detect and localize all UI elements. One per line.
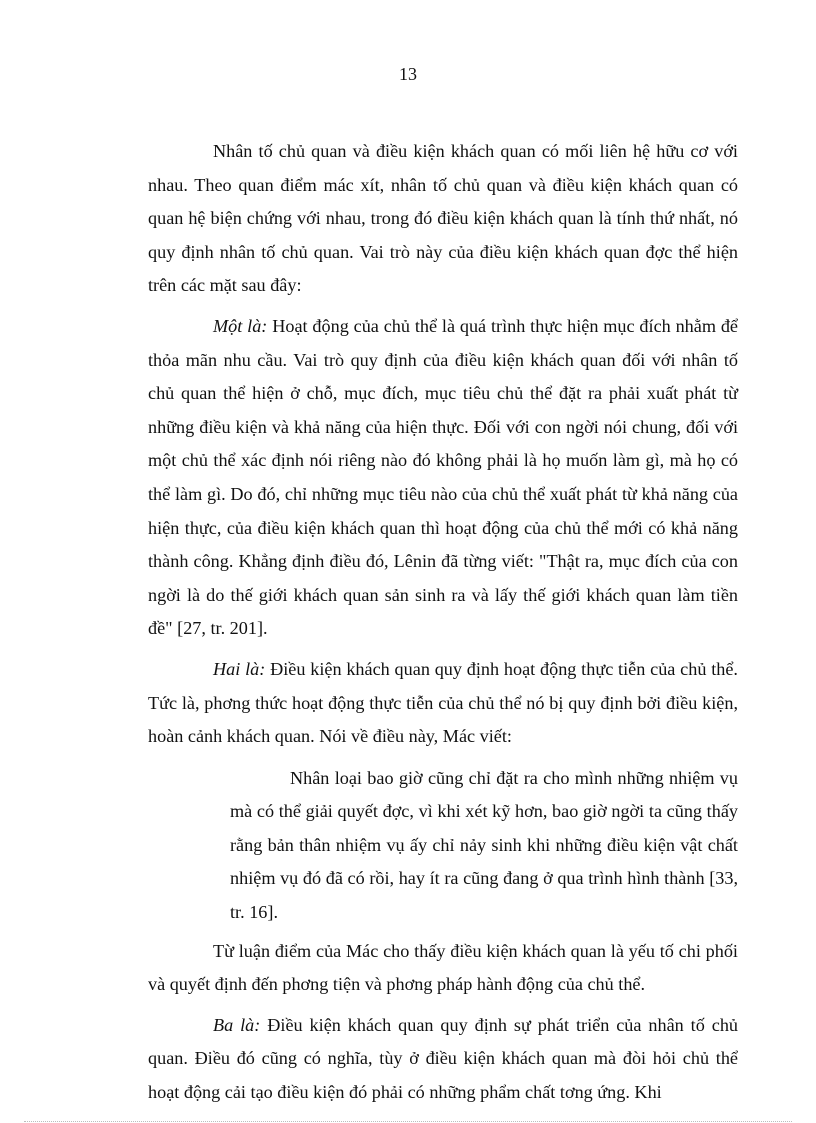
paragraph-text: Từ luận điểm của Mác cho thấy điều kiện khách quan là yếu tố chi phối và quyết định đến phơng tiện và phơng pháp hành động của chủ thể. — [148, 940, 738, 995]
paragraph-intro — [148, 135, 738, 303]
paragraph-text: Điều kiện khách quan quy định hoạt động thực tiễn của chủ thể. Tức là, phơng thức hoạt động thực tiễn của chủ thể nó bị quy định bởi điều kiện, hoàn cảnh khách quan. Nói về điều này, Mác viết: — [148, 658, 738, 747]
paragraph-point-three — [148, 1009, 738, 1110]
paragraph-lead: Một là: — [213, 315, 268, 336]
page-number: 13 — [399, 64, 417, 84]
body-text — [148, 135, 738, 1117]
paragraph-text: Hoạt động của chủ thể là quá trình thực hiện mục đích nhằm để thỏa mãn nhu cầu. Vai trò quy định của điều kiện khách quan đối với nhân tố chủ quan thể hiện ở chỗ, mục đích, mục tiêu chủ thể đặt ra phải xuất phát từ những điều kiện và khả năng của hiện thực. Đối với con ngời nói chung, đối với một chủ thể xác định nói riêng nào đó không phải là họ muốn làm gì, mà họ có thể làm gì. Do đó, chỉ những mục tiêu nào của chủ thể xuất phát từ khả năng của hiện thực, của điều kiện khách quan thì hoạt động của chủ thể mới có khả năng thành công. Khẳng định điều đó, Lênin đã từng viết: "Thật ra, mục đích của con ngời là do thế giới khách quan sản sinh ra và lấy thế giới khách quan làm tiền đề" [27, tr. 201]. — [148, 315, 738, 639]
paragraph-text: Điều kiện khách quan quy định sự phát triển của nhân tố chủ quan. Điều đó cũng có nghĩa, tùy ở điều kiện khách quan mà đòi hỏi chủ thể hoạt động cải tạo điều kiện đó phải có những phẩm chất tơng ứng. Khi — [148, 1014, 739, 1103]
block-quote: Nhân loại bao giờ cũng chỉ đặt ra cho mình những nhiệm vụ mà có thể giải quyết đợc, vì khi xét kỹ hơn, bao giờ ngời ta cũng thấy rằng bản thân nhiệm vụ ấy chỉ nảy sinh khi những điều kiện vật chất nhiệm vụ đó đã có rồi, hay ít ra cũng đang ở qua trình hình thành [33, tr. 16]. — [230, 767, 738, 923]
paragraph-lead: Hai là: — [213, 658, 266, 679]
paragraph-point-one — [148, 310, 738, 646]
page-bottom-divider — [24, 1121, 792, 1122]
paragraph-text: Nhân tố chủ quan và điều kiện khách quan có mối liên hệ hữu cơ với nhau. Theo quan điểm mác xít, nhân tố chủ quan và điều kiện khách quan có quan hệ biện chứng với nhau, trong đó điều kiện khách quan là tính thứ nhất, nó quy định nhân tố chủ quan. Vai trò này của điều kiện khách quan đợc thể hiện trên các mặt sau đây: — [148, 141, 738, 296]
paragraph-point-two — [148, 653, 738, 754]
paragraph-conclusion — [148, 935, 738, 1002]
paragraph-lead: Ba là: — [213, 1014, 261, 1035]
